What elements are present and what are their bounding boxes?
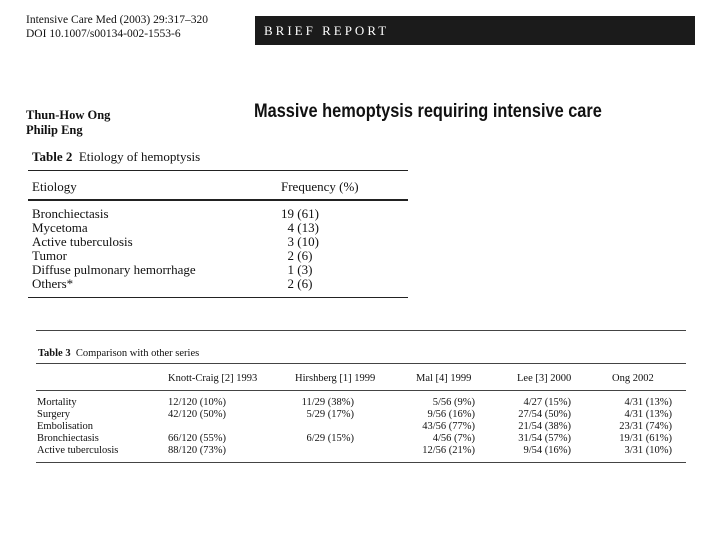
table-cell: 31/54 (57%) bbox=[518, 433, 571, 444]
frequency-cell: 2 (6) bbox=[281, 248, 313, 263]
table-cell: 5/29 (17%) bbox=[306, 409, 354, 420]
table-cell: 66/120 (55%) bbox=[168, 433, 227, 444]
table-top-rule bbox=[36, 330, 686, 331]
row-label: Embolisation bbox=[37, 421, 93, 432]
table-row bbox=[28, 277, 408, 291]
table-row bbox=[36, 433, 686, 445]
section-banner: BRIEF REPORT bbox=[255, 16, 695, 45]
table-bottom-rule bbox=[28, 297, 408, 298]
table-row bbox=[28, 221, 408, 235]
table-bottom-rule bbox=[36, 462, 686, 463]
table-cell: 23/31 (74%) bbox=[619, 421, 672, 432]
table-caption-text: Comparison with other series bbox=[75, 348, 200, 359]
table-cell: 9/56 (16%) bbox=[427, 409, 475, 420]
frequency-cell: 3 (10) bbox=[281, 234, 319, 249]
column-header-lee: Lee [3] 2000 bbox=[517, 373, 572, 384]
etiology-cell: Others* bbox=[32, 276, 74, 291]
row-label: Mortality bbox=[37, 397, 77, 408]
table-row bbox=[28, 249, 408, 263]
table-row bbox=[36, 421, 686, 433]
frequency-cell: 4 (13) bbox=[281, 220, 319, 235]
table-cell: 5/56 (9%) bbox=[432, 397, 475, 408]
table-row bbox=[28, 207, 408, 221]
table-cell: 3/31 (10%) bbox=[624, 445, 672, 456]
table-cell: 4/27 (15%) bbox=[523, 397, 571, 408]
table-cell: 88/120 (73%) bbox=[168, 445, 227, 456]
journal-citation bbox=[26, 13, 208, 41]
etiology-cell: Bronchiectasis bbox=[32, 206, 109, 221]
table-top-rule bbox=[28, 170, 408, 171]
table-row bbox=[36, 409, 686, 421]
table-cell: 4/31 (13%) bbox=[624, 397, 672, 408]
column-header-etiology: Etiology bbox=[32, 179, 77, 194]
table-caption bbox=[32, 149, 200, 165]
column-header-knott-craig: Knott-Craig [2] 1993 bbox=[168, 373, 258, 384]
column-header-mal: Mal [4] 1999 bbox=[416, 373, 472, 384]
table-cell: 42/120 (50%) bbox=[168, 409, 227, 420]
author-list bbox=[26, 108, 110, 138]
table-caption-text: Etiology of hemoptysis bbox=[78, 149, 201, 164]
column-header-frequency: Frequency (%) bbox=[281, 179, 359, 194]
table-cell: 6/29 (15%) bbox=[306, 433, 354, 444]
table-cell: 21/54 (38%) bbox=[518, 421, 571, 432]
column-header-hirshberg: Hirshberg [1] 1999 bbox=[295, 373, 376, 384]
table-cell: 11/29 (38%) bbox=[301, 397, 354, 408]
table-cell: 12/56 (21%) bbox=[422, 445, 475, 456]
etiology-cell: Diffuse pulmonary hemorrhage bbox=[32, 262, 196, 277]
etiology-cell: Tumor bbox=[32, 248, 67, 263]
column-header-ong: Ong 2002 bbox=[612, 373, 654, 384]
table-caption-label: Table 2 bbox=[32, 149, 73, 164]
table-row bbox=[28, 235, 408, 249]
table-cell: 43/56 (77%) bbox=[422, 421, 475, 432]
row-label: Active tuberculosis bbox=[37, 445, 119, 456]
table-cell: 4/56 (7%) bbox=[432, 433, 475, 444]
table-header-rule bbox=[36, 390, 686, 391]
table-cell: 4/31 (13%) bbox=[624, 409, 672, 420]
table-row bbox=[36, 397, 686, 409]
table-caption-label: Table 3 bbox=[38, 348, 71, 359]
table-row bbox=[28, 263, 408, 277]
table-row bbox=[36, 445, 686, 457]
frequency-cell: 1 (3) bbox=[281, 262, 313, 277]
etiology-cell: Active tuberculosis bbox=[32, 234, 133, 249]
table-cell: 12/120 (10%) bbox=[168, 397, 227, 408]
table-caption-rule bbox=[36, 363, 686, 364]
table-cell: 19/31 (61%) bbox=[619, 433, 672, 444]
row-label: Surgery bbox=[37, 409, 71, 420]
table-cell: 9/54 (16%) bbox=[523, 445, 571, 456]
table-caption bbox=[38, 348, 199, 359]
journal-citation-line: Intensive Care Med (2003) 29:317–320 bbox=[26, 14, 209, 26]
frequency-cell: 19 (61) bbox=[281, 206, 319, 221]
author-name: Philip Eng bbox=[26, 123, 83, 137]
article-title: Massive hemoptysis requiring intensive care bbox=[254, 101, 602, 122]
row-label: Bronchiectasis bbox=[37, 433, 99, 444]
author-name: Thun-How Ong bbox=[26, 108, 111, 122]
etiology-cell: Mycetoma bbox=[32, 220, 88, 235]
journal-doi-line: DOI 10.1007/s00134-002-1553-6 bbox=[26, 28, 181, 40]
frequency-cell: 2 (6) bbox=[281, 276, 313, 291]
table-cell: 27/54 (50%) bbox=[518, 409, 571, 420]
table-header-rule bbox=[28, 199, 408, 201]
